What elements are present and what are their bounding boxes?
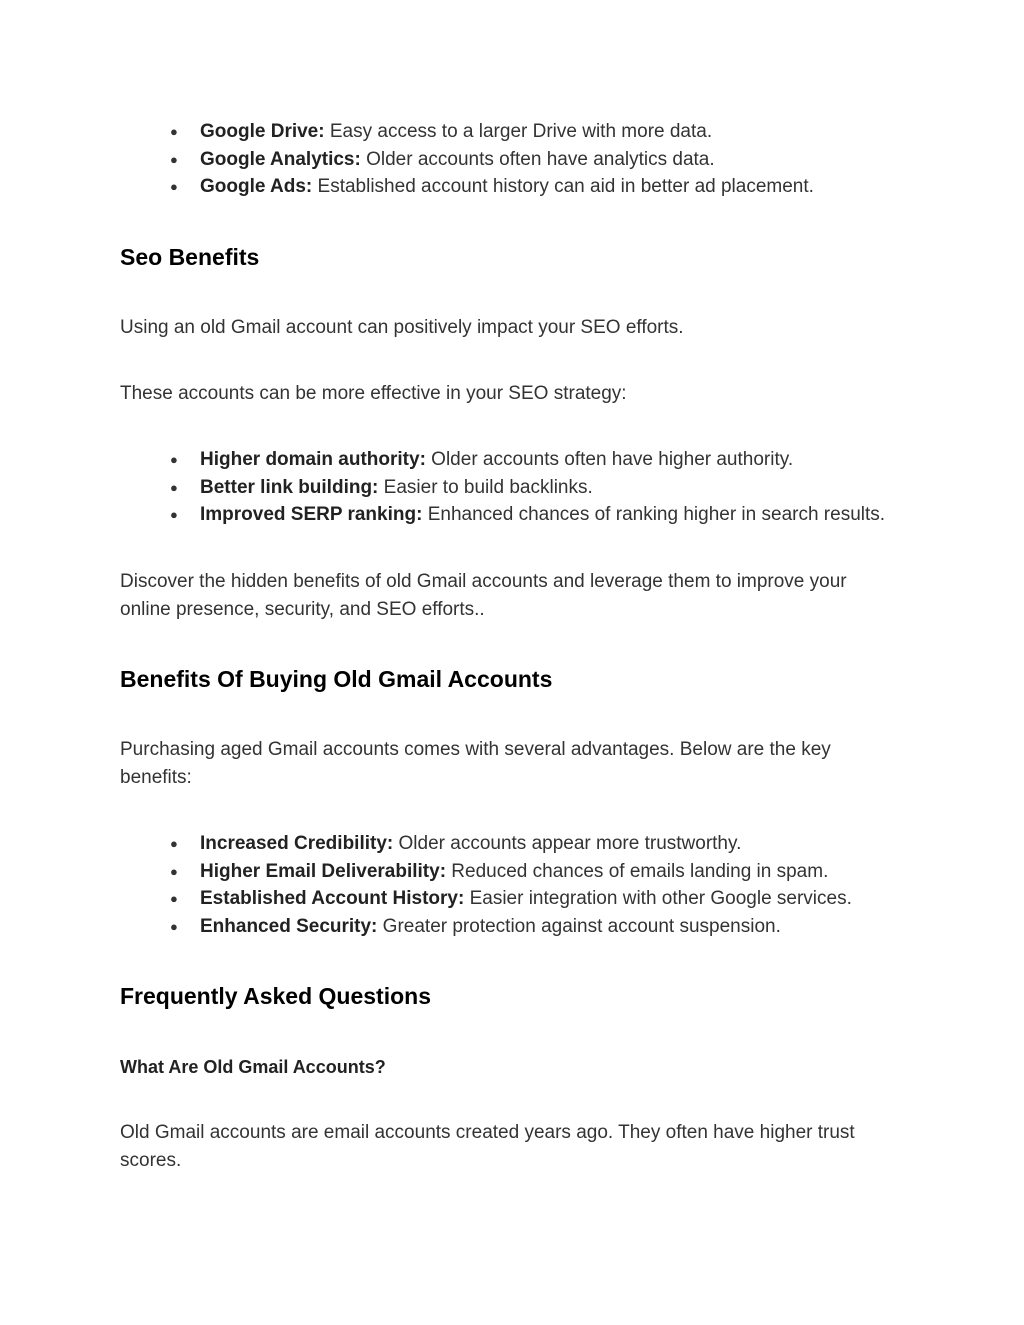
list-item [120, 118, 920, 146]
list-item-term: Higher Email Deliverability: [200, 860, 447, 882]
paragraph-line: Discover the hidden benefits of old Gmail accounts and leverage them to improve your [120, 571, 847, 592]
list-item [120, 830, 920, 858]
list-item-term: Google Ads: [200, 176, 313, 198]
list-item-term: Better link building: [200, 476, 379, 498]
bullet-icon: ● [170, 863, 178, 879]
faq-answer [120, 1119, 910, 1175]
bullet-icon: ● [170, 179, 178, 195]
list-item [120, 858, 920, 886]
list-item-text: Enhanced chances of ranking higher in search results. [422, 504, 886, 526]
list-item-text: Greater protection against account suspension. [377, 916, 781, 938]
bullet-icon: ● [170, 151, 178, 167]
list-item [120, 474, 920, 502]
bullet-icon: ● [170, 919, 178, 935]
list-item-text: Established account history can aid in better ad placement. [312, 176, 814, 198]
paragraph-line: Purchasing aged Gmail accounts comes with several advantages. Below are the key [120, 739, 831, 760]
list-item-term: Google Drive: [200, 121, 325, 142]
seo-discover-paragraph [120, 568, 910, 624]
list-item [120, 146, 920, 174]
paragraph-line: scores. [120, 1150, 182, 1171]
bullet-icon: ● [170, 452, 178, 467]
seo-benefits-list [120, 446, 920, 529]
list-item-text: Easy access to a larger Drive with more data. [324, 121, 713, 142]
list-item [120, 173, 920, 201]
bullet-icon: ● [170, 836, 178, 851]
bullet-icon: ● [170, 479, 178, 495]
seo-intro-paragraph: Using an old Gmail account can positively impact your SEO efforts. [120, 317, 684, 338]
list-item [120, 913, 920, 941]
list-item-text: Easier to build backlinks. [378, 476, 593, 498]
list-item-term: Higher domain authority: [200, 449, 426, 470]
faq-question: What Are Old Gmail Accounts? [120, 1057, 386, 1077]
bullet-icon: ● [170, 507, 178, 523]
list-item-text: Older accounts appear more trustworthy. [393, 833, 742, 854]
seo-strategy-paragraph: These accounts can be more effective in your SEO strategy: [120, 383, 627, 404]
list-item-term: Improved SERP ranking: [200, 504, 423, 526]
buying-benefits-heading: Benefits Of Buying Old Gmail Accounts [120, 666, 553, 692]
list-item-text: Reduced chances of emails landing in spam. [446, 860, 829, 882]
google-services-list [120, 118, 920, 201]
list-item-term: Google Analytics: [200, 148, 361, 170]
paragraph-line: online presence, security, and SEO efforts.. [120, 599, 485, 620]
list-item-term: Established Account History: [200, 888, 465, 910]
faq-heading: Frequently Asked Questions [120, 983, 431, 1009]
buying-intro-paragraph [120, 736, 910, 792]
seo-benefits-heading: Seo Benefits [120, 244, 260, 270]
list-item-term: Increased Credibility: [200, 833, 394, 854]
paragraph-line: benefits: [120, 767, 192, 788]
bullet-icon: ● [170, 124, 178, 139]
list-item [120, 885, 920, 913]
buying-benefits-list [120, 830, 920, 941]
list-item [120, 446, 920, 474]
list-item-text: Easier integration with other Google services. [464, 888, 852, 910]
paragraph-line: Old Gmail accounts are email accounts created years ago. They often have higher trust [120, 1122, 855, 1143]
list-item [120, 501, 920, 529]
list-item-text: Older accounts often have analytics data. [360, 148, 715, 170]
list-item-term: Enhanced Security: [200, 916, 378, 938]
list-item-text: Older accounts often have higher authority. [425, 449, 794, 470]
bullet-icon: ● [170, 891, 178, 907]
